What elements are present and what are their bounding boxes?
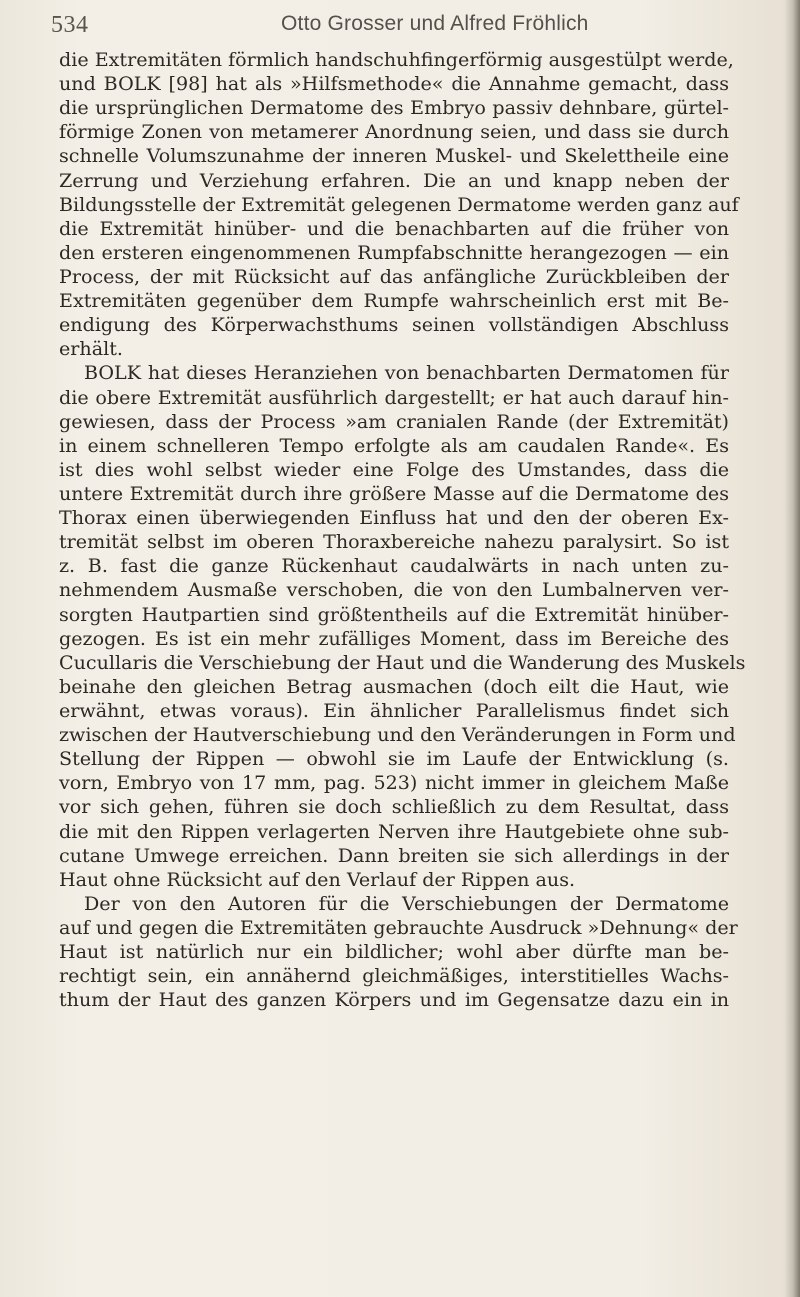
text-line: gewiesen, dass der Process »am cranialen Rande (der Extremität) xyxy=(59,409,729,433)
text-line: in einem schnelleren Tempo erfolgte als am caudalen Rande«. Es xyxy=(59,433,729,457)
page-header xyxy=(51,8,751,44)
text-line: und BOLK [98] hat als »Hilfsmethode« die Annahme gemacht, dass xyxy=(59,72,729,96)
text-line: sorgten Hautpartien sind größtentheils auf die Extremität hinüber- xyxy=(59,602,729,626)
text-line: die Extremitäten förmlich handschuhfingerförmig ausgestülpt werde, xyxy=(59,48,734,71)
text-line: Extremitäten gegenüber dem Rumpfe wahrscheinlich erst mit Be- xyxy=(59,289,729,313)
text-line: endigung des Körperwachsthums seinen vollständigen Abschluss xyxy=(59,313,729,337)
text-line: nehmendem Ausmaße verschoben, die von den Lumbalnerven ver- xyxy=(59,578,729,602)
body-text xyxy=(59,48,746,1012)
text-line: ist dies wohl selbst wieder eine Folge des Umstandes, dass die xyxy=(59,457,729,481)
text-line: auf und gegen die Extremitäten gebrauchte Ausdruck »Dehnung« der xyxy=(59,915,738,939)
text-line: vorn, Embryo von 17 mm, pag. 523) nicht immer in gleichem Maße xyxy=(59,771,729,795)
text-line: förmige Zonen von metamerer Anordnung seien, und dass sie durch xyxy=(59,120,729,144)
text-line: Der von den Autoren für die Verschiebungen der Dermatome xyxy=(84,891,729,915)
text-line: Process, der mit Rücksicht auf das anfängliche Zurückbleiben der xyxy=(59,264,729,288)
text-line: gezogen. Es ist ein mehr zufälliges Moment, dass im Bereiche des xyxy=(59,626,729,650)
text-line: den ersteren eingenommenen Rumpfabschnitte herangezogen — ein xyxy=(59,240,729,264)
text-line: Bildungsstelle der Extremität gelegenen Dermatome werden ganz auf xyxy=(59,192,739,216)
text-line: beinahe den gleichen Betrag ausmachen (doch eilt die Haut, wie xyxy=(59,674,729,698)
text-line: rechtigt sein, ein annähernd gleichmäßiges, interstitielles Wachs- xyxy=(59,964,729,988)
text-line: Cucullaris die Verschiebung der Haut und die Wanderung des Muskels xyxy=(59,650,746,674)
text-line: z. B. fast die ganze Rückenhaut caudalwärts in nach unten zu- xyxy=(59,554,729,578)
text-line: tremität selbst im oberen Thoraxbereiche nahezu paralysirt. So ist xyxy=(59,530,729,554)
text-line: vor sich gehen, führen sie doch schließlich zu dem Resultat, dass xyxy=(59,795,729,819)
text-line: erhält. xyxy=(59,337,123,361)
text-line: erwähnt, etwas voraus). Ein ähnlicher Parallelismus findet sich xyxy=(59,698,729,722)
text-line: Zerrung und Verziehung erfahren. Die an und knapp neben der xyxy=(59,168,729,192)
text-line: cutane Umwege erreichen. Dann breiten sie sich allerdings in der xyxy=(59,843,729,867)
text-line: die Extremität hinüber- und die benachbarten auf die früher von xyxy=(59,216,729,240)
text-line: zwischen der Hautverschiebung und den Veränderungen in Form und xyxy=(59,723,736,747)
text-line: thum der Haut des ganzen Körpers und im Gegensatze dazu ein in xyxy=(59,988,729,1012)
page-number: 534 xyxy=(51,12,89,38)
text-line: BOLK hat dieses Heranziehen von benachbarten Dermatomen für xyxy=(84,361,729,385)
text-line: Stellung der Rippen — obwohl sie im Laufe der Entwicklung (s. xyxy=(59,747,729,771)
text-line: Haut ohne Rücksicht auf den Verlauf der Rippen aus. xyxy=(59,867,576,891)
text-line: die ursprünglichen Dermatome des Embryo passiv dehnbare, gürtel- xyxy=(59,96,729,120)
text-line: schnelle Volumszunahme der inneren Muskel- und Skelettheile eine xyxy=(59,144,729,168)
text-line: die obere Extremität ausführlich dargestellt; er hat auch darauf hin- xyxy=(59,385,729,409)
running-head: Otto Grosser und Alfred Fröhlich xyxy=(281,12,589,35)
text-line: Haut ist natürlich nur ein bildlicher; wohl aber dürfte man be- xyxy=(59,940,729,964)
text-line: untere Extremität durch ihre größere Masse auf die Dermatome des xyxy=(59,481,729,505)
text-line: die mit den Rippen verlagerten Nerven ihre Hautgebiete ohne sub- xyxy=(59,819,729,843)
page-edge-shadow xyxy=(784,0,800,1297)
text-line: Thorax einen überwiegenden Einfluss hat und den der oberen Ex- xyxy=(59,506,729,530)
